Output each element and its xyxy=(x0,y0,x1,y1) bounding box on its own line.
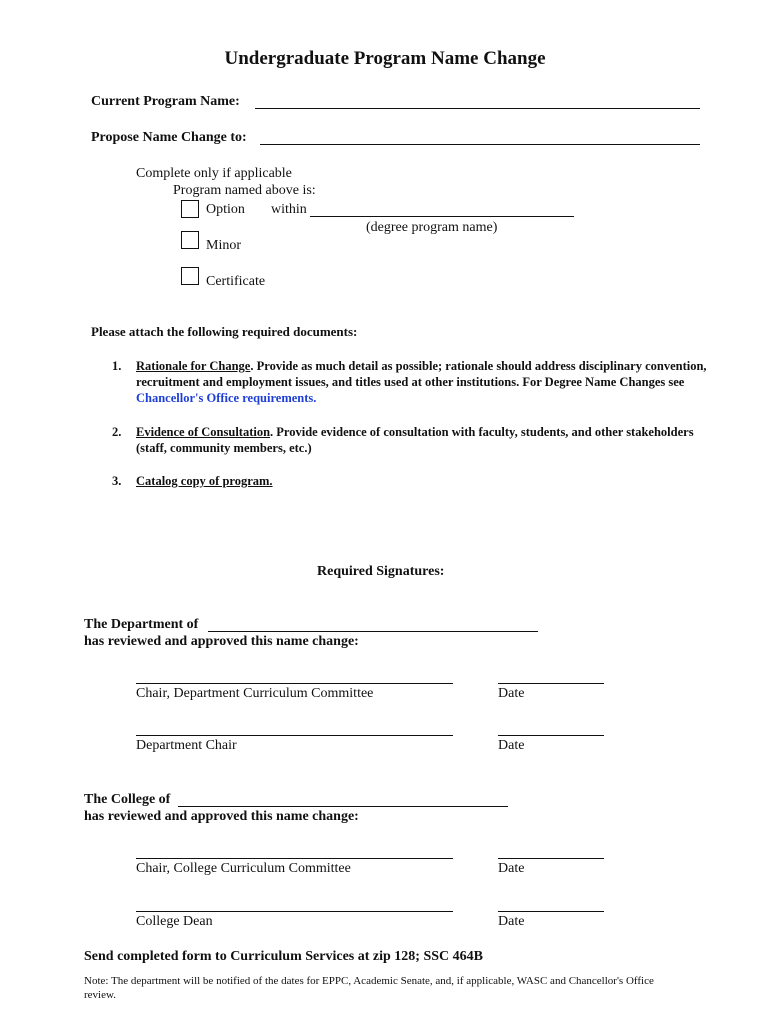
college-approval-text: has reviewed and approved this name change: xyxy=(84,809,359,824)
date-label: Date xyxy=(498,686,525,701)
document-item-rationale xyxy=(112,358,722,406)
documents-heading: Please attach the following required documents: xyxy=(91,324,358,339)
within-label: within xyxy=(271,202,307,217)
signatures-heading: Required Signatures: xyxy=(317,564,445,579)
college-curriculum-date-line[interactable] xyxy=(498,858,604,859)
item-title: Catalog copy of program. xyxy=(136,474,273,488)
link-period: . xyxy=(313,391,317,405)
item-number: 2. xyxy=(112,425,122,439)
dept-chair-label: Department Chair xyxy=(136,738,237,753)
item-number: 1. xyxy=(112,359,122,373)
item-text: . Provide as much detail as possible; rationale should address disciplinary convention, recruitment and employment issues, and titles used at other institutions. For Degree Name Changes see xyxy=(136,359,707,389)
send-instructions: Send completed form to Curriculum Services at zip 128; SSC 464B xyxy=(84,949,483,964)
current-program-label: Current Program Name: xyxy=(91,94,240,109)
degree-program-hint: (degree program name) xyxy=(366,220,498,235)
item-number: 3. xyxy=(112,474,122,488)
date-label: Date xyxy=(498,861,525,876)
applicable-intro: Complete only if applicable xyxy=(136,166,292,181)
proposed-name-label: Propose Name Change to: xyxy=(91,130,247,145)
department-prefix: The Department of xyxy=(84,617,199,632)
document-item-catalog xyxy=(112,473,722,489)
certificate-checkbox[interactable] xyxy=(181,267,199,285)
department-approval-text: has reviewed and approved this name change: xyxy=(84,634,359,649)
college-dean-label: College Dean xyxy=(136,914,213,929)
college-curriculum-chair-label: Chair, College Curriculum Committee xyxy=(136,861,351,876)
degree-program-input-line[interactable] xyxy=(310,216,574,217)
college-dean-date-line[interactable] xyxy=(498,911,604,912)
program-named-text: Program named above is: xyxy=(173,183,316,198)
page-title: Undergraduate Program Name Change xyxy=(224,48,546,69)
minor-label: Minor xyxy=(206,238,241,253)
department-name-input-line[interactable] xyxy=(208,631,538,632)
dept-chair-signature-line[interactable] xyxy=(136,735,453,736)
minor-checkbox[interactable] xyxy=(181,231,199,249)
option-label: Option xyxy=(206,202,245,217)
college-curriculum-chair-signature-line[interactable] xyxy=(136,858,453,859)
footer-note: Note: The department will be notified of the dates for EPPC, Academic Senate, and, if applicable, WASC and Chancellor's Office review. xyxy=(84,975,654,1001)
document-item-consultation xyxy=(112,424,722,456)
dept-curriculum-chair-signature-line[interactable] xyxy=(136,683,453,684)
item-title: Rationale for Change xyxy=(136,359,251,373)
dept-curriculum-date-line[interactable] xyxy=(498,683,604,684)
chancellors-office-link[interactable]: Chancellor's Office requirements xyxy=(136,391,314,405)
college-dean-signature-line[interactable] xyxy=(136,911,453,912)
item-title: Evidence of Consultation xyxy=(136,425,271,439)
college-name-input-line[interactable] xyxy=(178,806,508,807)
current-program-input-line[interactable] xyxy=(255,108,700,109)
option-checkbox[interactable] xyxy=(181,200,199,218)
certificate-label: Certificate xyxy=(206,274,266,289)
college-prefix: The College of xyxy=(84,792,171,807)
date-label: Date xyxy=(498,738,525,753)
proposed-name-input-line[interactable] xyxy=(260,144,700,145)
dept-curriculum-chair-label: Chair, Department Curriculum Committee xyxy=(136,686,374,701)
dept-chair-date-line[interactable] xyxy=(498,735,604,736)
date-label: Date xyxy=(498,914,525,929)
item-text: . Provide evidence of consultation with faculty, students, and other stakeholders (staff, community members, etc.) xyxy=(136,425,694,455)
